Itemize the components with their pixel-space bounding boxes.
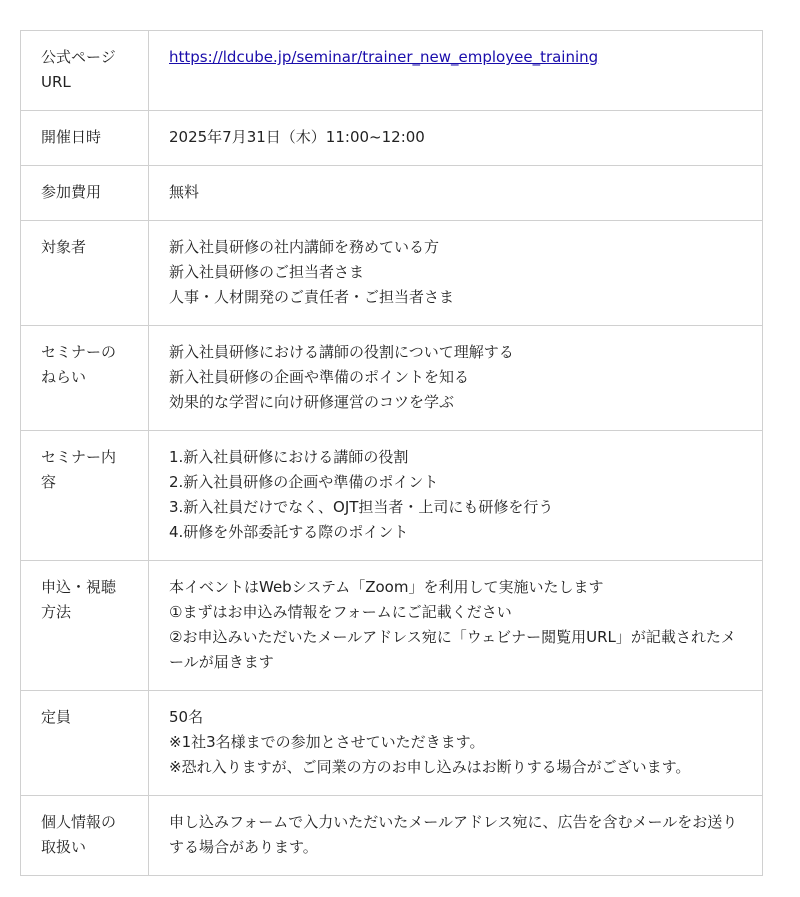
row-value [149, 111, 763, 166]
row-value [149, 166, 763, 221]
value-line: 申し込みフォームで入力いただいたメールアドレス宛に、広告を含むメールをお送りする場合があります。 [169, 813, 738, 856]
row-privacy [21, 796, 763, 876]
value-line: 50名 [169, 708, 204, 726]
row-content [21, 431, 763, 561]
row-aims [21, 326, 763, 431]
row-value [149, 221, 763, 326]
row-label: セミナー内容 [21, 431, 149, 561]
value-line: 4.研修を外部委託する際のポイント [169, 523, 409, 541]
row-value [149, 796, 763, 876]
value-line: 3.新入社員だけでなく、OJT担当者・上司にも研修を行う [169, 498, 554, 516]
row-label: 公式ページURL [21, 31, 149, 111]
value-line: 新入社員研修における講師の役割について理解する [169, 343, 514, 361]
value-line: ②お申込みいただいたメールアドレス宛に「ウェビナー閲覧用URL」が記載されたメールが届きます [169, 628, 736, 671]
row-fee [21, 166, 763, 221]
value-line: ※恐れ入りますが、ご同業の方のお申し込みはお断りする場合がございます。 [169, 758, 691, 776]
value-line: 新入社員研修のご担当者さま [169, 263, 365, 281]
row-value [149, 561, 763, 691]
row-date [21, 111, 763, 166]
seminar-info-table [20, 30, 763, 876]
value-line: 2025年7月31日（木）11:00~12:00 [169, 128, 425, 146]
row-official-url [21, 31, 763, 111]
official-page-link[interactable]: https://ldcube.jp/seminar/trainer_new_employee_training [169, 48, 599, 66]
row-audience [21, 221, 763, 326]
value-line: 本イベントはWebシステム「Zoom」を利用して実施いたします [169, 578, 604, 596]
value-line: ①まずはお申込み情報をフォームにご記載ください [169, 603, 512, 621]
value-line: 2.新入社員研修の企画や準備のポイント [169, 473, 439, 491]
value-line: 1.新入社員研修における講師の役割 [169, 448, 409, 466]
row-label: 個人情報の取扱い [21, 796, 149, 876]
value-line: 新入社員研修の企画や準備のポイントを知る [169, 368, 470, 386]
row-label: 対象者 [21, 221, 149, 326]
row-label: セミナーのねらい [21, 326, 149, 431]
row-value [149, 326, 763, 431]
row-label: 定員 [21, 691, 149, 796]
row-value [149, 31, 763, 111]
row-label: 申込・視聴方法 [21, 561, 149, 691]
row-value [149, 431, 763, 561]
row-label: 開催日時 [21, 111, 149, 166]
value-line: 新入社員研修の社内講師を務めている方 [169, 238, 440, 256]
row-application-method [21, 561, 763, 691]
row-label: 参加費用 [21, 166, 149, 221]
value-line: ※1社3名様までの参加とさせていただきます。 [169, 733, 485, 751]
value-line: 無料 [169, 183, 200, 201]
value-line: 効果的な学習に向け研修運営のコツを学ぶ [169, 393, 455, 411]
row-capacity [21, 691, 763, 796]
value-line: 人事・人材開発のご責任者・ご担当者さま [169, 288, 455, 306]
row-value [149, 691, 763, 796]
